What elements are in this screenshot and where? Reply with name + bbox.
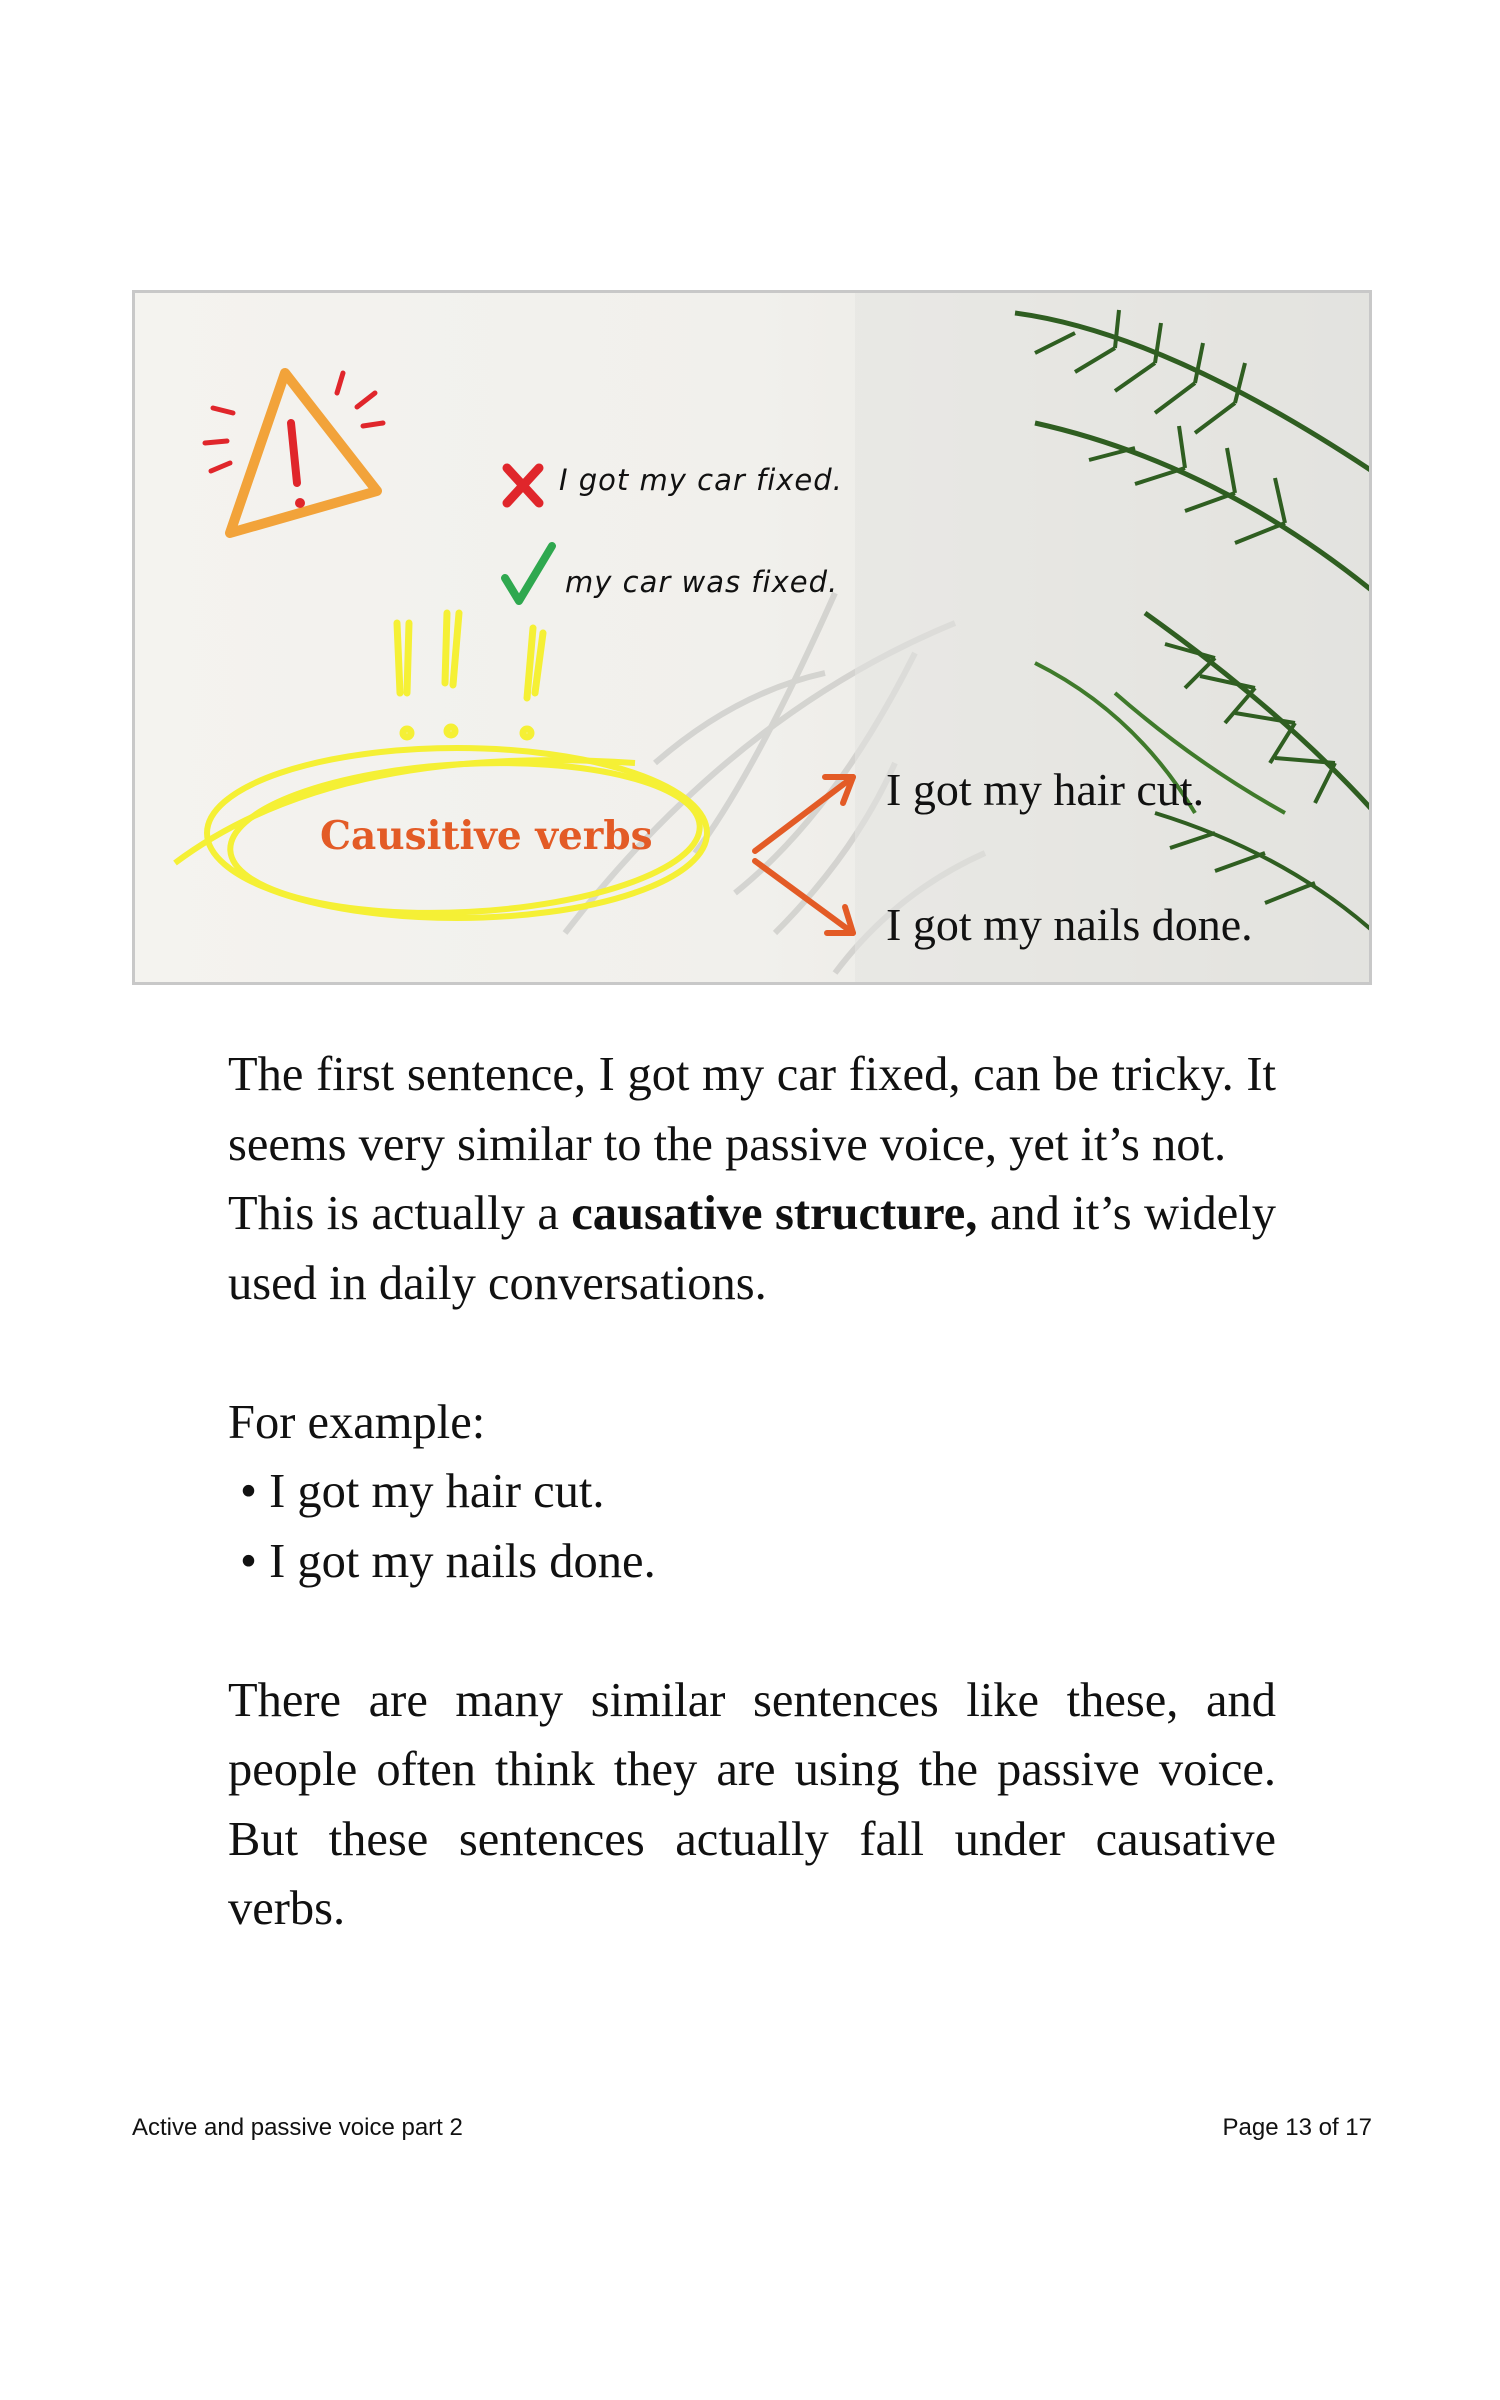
paragraph-causative bbox=[228, 1179, 1276, 1318]
page-number: Page 13 of 17 bbox=[1222, 2114, 1372, 2141]
list-item: • I got my hair cut. bbox=[240, 1465, 605, 1518]
right-sentence: my car was fixed. bbox=[565, 565, 839, 599]
example-intro: For example: bbox=[228, 1395, 486, 1449]
causative-label: Causitive verbs bbox=[320, 813, 653, 859]
body-text bbox=[228, 1040, 1276, 1944]
photo-background bbox=[855, 293, 1372, 985]
spacer bbox=[228, 1596, 1276, 1666]
warning-icon bbox=[205, 373, 383, 533]
example-list bbox=[228, 1457, 1276, 1596]
causative-structure-term: causative structure, bbox=[571, 1187, 978, 1240]
list-item: • I got my nails done. bbox=[240, 1534, 656, 1588]
spacer bbox=[228, 1318, 1276, 1388]
figure-graphics bbox=[135, 293, 1372, 985]
footer-title: Active and passive voice part 2 bbox=[132, 2114, 463, 2141]
wrong-sentence: I got my car fixed. bbox=[559, 463, 843, 497]
cross-icon bbox=[507, 468, 539, 503]
paragraph-causative-end: and it’s widely used in daily conversations. bbox=[228, 1187, 1277, 1310]
causative-illustration bbox=[132, 290, 1372, 985]
figure-example-nails: I got my nails done. bbox=[886, 899, 1253, 950]
check-icon bbox=[505, 546, 552, 601]
paragraph-conclusion: There are many similar sentences like these, and people often think they are using the passive voice. But these sentences actually fall under causative verbs. bbox=[228, 1673, 1276, 1935]
paragraph-intro: The first sentence, I got my car fixed, can be tricky. It seems very similar to the passive voice, yet it’s not. bbox=[228, 1048, 1276, 1171]
exclamation-icon bbox=[397, 613, 543, 737]
paragraph-causative-start: This is actually a bbox=[228, 1187, 572, 1240]
figure-example-hair: I got my hair cut. bbox=[886, 764, 1205, 815]
